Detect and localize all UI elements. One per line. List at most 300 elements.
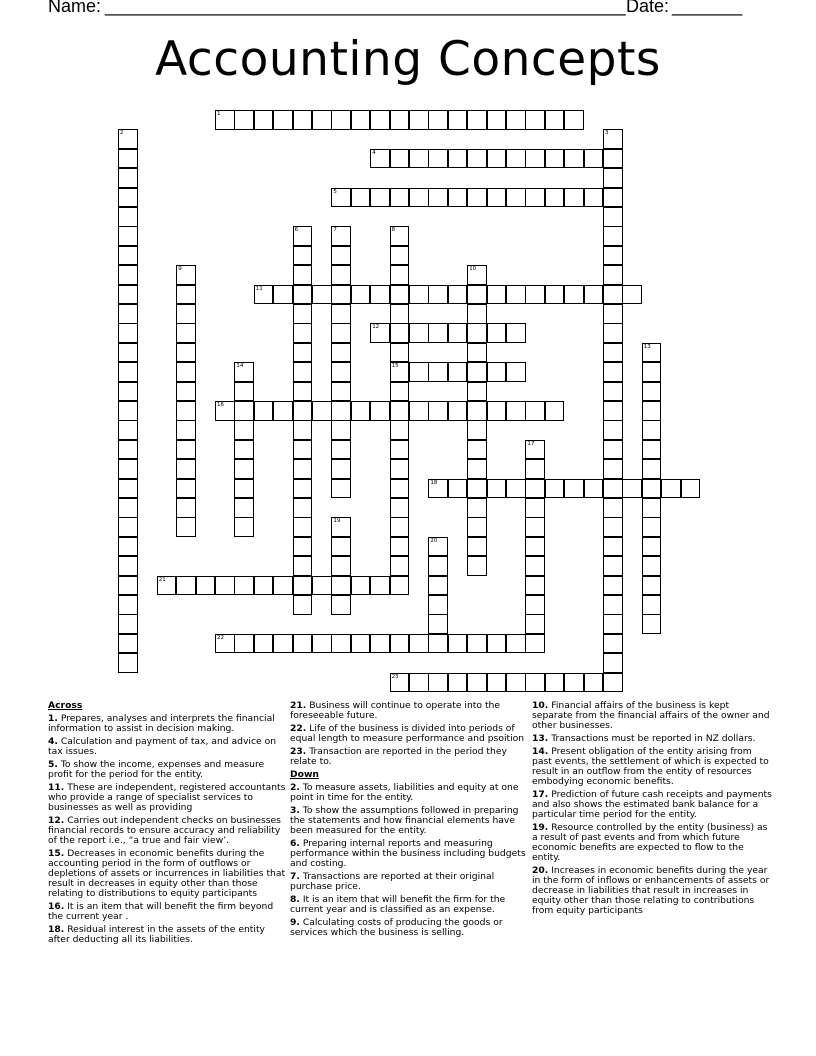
crossword-cell[interactable] [176,576,196,596]
crossword-cell[interactable] [525,459,545,479]
crossword-cell[interactable] [118,149,138,169]
crossword-cell[interactable] [428,614,448,634]
crossword-cell[interactable] [487,149,507,169]
crossword-cell[interactable] [196,576,216,596]
crossword-cell[interactable] [351,634,371,654]
crossword-cell[interactable] [390,556,410,576]
crossword-cell[interactable] [448,285,468,305]
crossword-cell[interactable] [467,517,487,537]
crossword-cell[interactable] [176,459,196,479]
crossword-cell[interactable] [506,188,526,208]
crossword-cell[interactable] [176,304,196,324]
crossword-cell[interactable] [390,459,410,479]
crossword-cell[interactable] [331,382,351,402]
crossword-cell[interactable] [603,576,623,596]
crossword-cell[interactable] [176,362,196,382]
crossword-cell[interactable] [118,246,138,266]
crossword-cell[interactable] [254,634,274,654]
crossword-cell[interactable] [564,188,584,208]
crossword-cell[interactable] [467,362,487,382]
crossword-cell[interactable] [603,168,623,188]
crossword-cell[interactable] [293,110,313,130]
crossword-cell[interactable] [118,556,138,576]
crossword-cell[interactable] [331,401,351,421]
crossword-cell[interactable] [390,246,410,266]
crossword-cell[interactable] [390,188,410,208]
crossword-cell[interactable] [467,420,487,440]
crossword-cell[interactable] [467,440,487,460]
crossword-cell[interactable] [603,207,623,227]
crossword-cell[interactable] [603,517,623,537]
crossword-cell[interactable] [390,343,410,363]
crossword-cell[interactable] [487,188,507,208]
crossword-cell[interactable] [467,479,487,499]
crossword-cell[interactable] [603,265,623,285]
crossword-cell[interactable] [428,595,448,615]
crossword-cell[interactable] [448,188,468,208]
crossword-cell[interactable] [390,401,410,421]
crossword-cell[interactable] [118,401,138,421]
crossword-cell[interactable] [118,207,138,227]
crossword-cell[interactable] [603,382,623,402]
crossword-cell[interactable] [409,401,429,421]
crossword-cell[interactable] [584,285,604,305]
crossword-cell[interactable] [467,634,487,654]
crossword-cell[interactable] [603,440,623,460]
crossword-cell[interactable] [428,576,448,596]
crossword-cell[interactable] [118,537,138,557]
crossword-cell[interactable] [118,595,138,615]
crossword-cell[interactable] [506,634,526,654]
crossword-cell[interactable] [467,537,487,557]
crossword-cell[interactable] [603,420,623,440]
crossword-cell[interactable] [467,285,487,305]
crossword-cell[interactable] [118,265,138,285]
crossword-cell[interactable] [642,362,662,382]
crossword-cell[interactable] [331,362,351,382]
crossword-cell[interactable] [506,323,526,343]
crossword-cell[interactable] [603,556,623,576]
crossword-cell[interactable] [234,110,254,130]
crossword-cell[interactable] [293,595,313,615]
crossword-cell[interactable] [603,653,623,673]
crossword-cell[interactable] [118,634,138,654]
crossword-cell[interactable] [390,226,410,246]
crossword-cell[interactable] [118,382,138,402]
crossword-cell[interactable] [273,401,293,421]
crossword-cell[interactable] [603,614,623,634]
crossword-cell[interactable] [467,498,487,518]
crossword-cell[interactable] [603,673,623,693]
crossword-cell[interactable] [487,323,507,343]
crossword-cell[interactable] [390,362,410,382]
crossword-cell[interactable] [487,479,507,499]
crossword-cell[interactable] [331,110,351,130]
crossword-cell[interactable] [467,459,487,479]
crossword-cell[interactable] [118,479,138,499]
crossword-cell[interactable] [293,556,313,576]
crossword-cell[interactable] [118,304,138,324]
crossword-cell[interactable] [603,304,623,324]
crossword-cell[interactable] [525,556,545,576]
crossword-cell[interactable] [428,673,448,693]
crossword-cell[interactable] [234,401,254,421]
crossword-cell[interactable] [467,401,487,421]
crossword-cell[interactable] [312,110,332,130]
crossword-cell[interactable] [525,498,545,518]
crossword-cell[interactable] [331,479,351,499]
crossword-cell[interactable] [176,498,196,518]
crossword-cell[interactable] [312,285,332,305]
crossword-cell[interactable] [331,459,351,479]
crossword-cell[interactable] [254,576,274,596]
crossword-cell[interactable] [506,479,526,499]
crossword-cell[interactable] [176,323,196,343]
crossword-cell[interactable] [293,382,313,402]
crossword-cell[interactable] [603,323,623,343]
crossword-cell[interactable] [487,634,507,654]
crossword-cell[interactable] [525,149,545,169]
crossword-cell[interactable] [390,304,410,324]
crossword-cell[interactable] [448,362,468,382]
crossword-cell[interactable] [642,479,662,499]
crossword-cell[interactable] [506,285,526,305]
crossword-cell[interactable] [409,149,429,169]
crossword-cell[interactable] [331,537,351,557]
crossword-cell[interactable] [642,401,662,421]
crossword-cell[interactable] [584,188,604,208]
crossword-cell[interactable] [409,362,429,382]
crossword-cell[interactable] [390,576,410,596]
crossword-cell[interactable] [545,149,565,169]
crossword-cell[interactable] [118,498,138,518]
crossword-cell[interactable] [370,401,390,421]
crossword-cell[interactable] [118,362,138,382]
crossword-cell[interactable] [525,517,545,537]
crossword-cell[interactable] [234,498,254,518]
crossword-cell[interactable] [390,285,410,305]
crossword-cell[interactable] [603,362,623,382]
crossword-cell[interactable] [215,634,235,654]
crossword-cell[interactable] [487,110,507,130]
crossword-cell[interactable] [409,634,429,654]
crossword-cell[interactable] [487,673,507,693]
crossword-cell[interactable] [118,168,138,188]
crossword-cell[interactable] [642,517,662,537]
crossword-cell[interactable] [603,459,623,479]
crossword-cell[interactable] [370,149,390,169]
crossword-cell[interactable] [603,634,623,654]
crossword-cell[interactable] [448,110,468,130]
crossword-cell[interactable] [293,537,313,557]
crossword-cell[interactable] [409,110,429,130]
crossword-cell[interactable] [273,634,293,654]
crossword-cell[interactable] [642,459,662,479]
crossword-cell[interactable] [234,479,254,499]
crossword-cell[interactable] [603,343,623,363]
crossword-cell[interactable] [370,576,390,596]
crossword-cell[interactable] [293,285,313,305]
crossword-cell[interactable] [467,304,487,324]
crossword-cell[interactable] [603,498,623,518]
crossword-cell[interactable] [661,479,681,499]
crossword-cell[interactable] [448,634,468,654]
crossword-cell[interactable] [370,634,390,654]
crossword-cell[interactable] [506,673,526,693]
crossword-cell[interactable] [506,149,526,169]
crossword-cell[interactable] [390,110,410,130]
crossword-cell[interactable] [234,517,254,537]
crossword-cell[interactable] [448,673,468,693]
crossword-cell[interactable] [293,265,313,285]
crossword-cell[interactable] [293,440,313,460]
crossword-cell[interactable] [118,188,138,208]
crossword-cell[interactable] [331,440,351,460]
crossword-cell[interactable] [642,420,662,440]
crossword-cell[interactable] [603,595,623,615]
crossword-cell[interactable] [293,323,313,343]
crossword-cell[interactable] [525,479,545,499]
crossword-cell[interactable] [390,149,410,169]
crossword-cell[interactable] [525,188,545,208]
crossword-cell[interactable] [390,673,410,693]
crossword-cell[interactable] [642,556,662,576]
crossword-cell[interactable] [293,498,313,518]
crossword-cell[interactable] [603,285,623,305]
crossword-cell[interactable] [331,343,351,363]
crossword-cell[interactable] [390,517,410,537]
crossword-cell[interactable] [234,420,254,440]
crossword-cell[interactable] [331,420,351,440]
date-field[interactable]: _______ [672,0,743,16]
crossword-cell[interactable] [467,382,487,402]
crossword-cell[interactable] [293,304,313,324]
crossword-cell[interactable] [176,382,196,402]
crossword-cell[interactable] [293,420,313,440]
crossword-cell[interactable] [467,556,487,576]
crossword-cell[interactable] [564,479,584,499]
crossword-cell[interactable] [448,479,468,499]
crossword-cell[interactable] [622,285,642,305]
crossword-cell[interactable] [428,479,448,499]
crossword-cell[interactable] [351,188,371,208]
crossword-cell[interactable] [564,285,584,305]
crossword-cell[interactable] [331,634,351,654]
crossword-cell[interactable] [428,556,448,576]
crossword-cell[interactable] [487,285,507,305]
crossword-cell[interactable] [331,265,351,285]
crossword-cell[interactable] [293,634,313,654]
crossword-cell[interactable] [176,479,196,499]
crossword-cell[interactable] [273,285,293,305]
crossword-cell[interactable] [584,149,604,169]
crossword-cell[interactable] [118,226,138,246]
crossword-cell[interactable] [409,673,429,693]
crossword-cell[interactable] [118,653,138,673]
crossword-cell[interactable] [428,323,448,343]
crossword-cell[interactable] [331,517,351,537]
crossword-cell[interactable] [351,401,371,421]
crossword-cell[interactable] [331,246,351,266]
crossword-cell[interactable] [525,673,545,693]
crossword-cell[interactable] [176,420,196,440]
crossword-cell[interactable] [331,576,351,596]
crossword-cell[interactable] [118,440,138,460]
crossword-cell[interactable] [293,343,313,363]
crossword-cell[interactable] [331,595,351,615]
crossword-cell[interactable] [293,246,313,266]
crossword-cell[interactable] [118,517,138,537]
crossword-cell[interactable] [390,382,410,402]
crossword-cell[interactable] [331,188,351,208]
crossword-cell[interactable] [603,149,623,169]
crossword-cell[interactable] [467,188,487,208]
crossword-cell[interactable] [390,479,410,499]
crossword-cell[interactable] [351,110,371,130]
crossword-cell[interactable] [545,673,565,693]
crossword-cell[interactable] [293,362,313,382]
crossword-cell[interactable] [293,517,313,537]
crossword-cell[interactable] [409,188,429,208]
crossword-cell[interactable] [448,323,468,343]
crossword-cell[interactable] [215,110,235,130]
crossword-cell[interactable] [428,285,448,305]
crossword-cell[interactable] [603,129,623,149]
crossword-cell[interactable] [215,576,235,596]
crossword-cell[interactable] [293,576,313,596]
crossword-cell[interactable] [254,110,274,130]
crossword-cell[interactable] [331,285,351,305]
crossword-cell[interactable] [331,323,351,343]
crossword-cell[interactable] [642,343,662,363]
crossword-cell[interactable] [525,537,545,557]
crossword-cell[interactable] [584,673,604,693]
crossword-cell[interactable] [176,517,196,537]
crossword-cell[interactable] [545,285,565,305]
crossword-cell[interactable] [293,459,313,479]
crossword-cell[interactable] [525,614,545,634]
crossword-cell[interactable] [428,537,448,557]
crossword-cell[interactable] [118,129,138,149]
crossword-cell[interactable] [176,265,196,285]
crossword-cell[interactable] [176,401,196,421]
crossword-cell[interactable] [448,149,468,169]
crossword-cell[interactable] [234,440,254,460]
crossword-cell[interactable] [642,537,662,557]
crossword-cell[interactable] [312,576,332,596]
crossword-cell[interactable] [118,323,138,343]
crossword-cell[interactable] [428,362,448,382]
crossword-cell[interactable] [273,576,293,596]
crossword-cell[interactable] [525,595,545,615]
crossword-cell[interactable] [467,673,487,693]
crossword-cell[interactable] [642,440,662,460]
crossword-cell[interactable] [215,401,235,421]
crossword-cell[interactable] [370,323,390,343]
crossword-cell[interactable] [176,285,196,305]
crossword-cell[interactable] [273,110,293,130]
crossword-cell[interactable] [603,479,623,499]
crossword-cell[interactable] [118,420,138,440]
crossword-cell[interactable] [525,110,545,130]
crossword-cell[interactable] [525,634,545,654]
crossword-cell[interactable] [525,576,545,596]
crossword-cell[interactable] [390,537,410,557]
crossword-cell[interactable] [545,401,565,421]
crossword-cell[interactable] [293,401,313,421]
crossword-cell[interactable] [603,226,623,246]
crossword-cell[interactable] [467,149,487,169]
crossword-cell[interactable] [467,343,487,363]
crossword-cell[interactable] [293,226,313,246]
crossword-cell[interactable] [545,110,565,130]
crossword-cell[interactable] [234,362,254,382]
crossword-cell[interactable] [118,285,138,305]
crossword-cell[interactable] [176,440,196,460]
crossword-cell[interactable] [525,401,545,421]
crossword-cell[interactable] [428,634,448,654]
crossword-cell[interactable] [428,401,448,421]
crossword-cell[interactable] [564,673,584,693]
crossword-cell[interactable] [157,576,177,596]
crossword-cell[interactable] [467,265,487,285]
crossword-cell[interactable] [409,285,429,305]
crossword-cell[interactable] [642,614,662,634]
crossword-cell[interactable] [370,285,390,305]
crossword-cell[interactable] [642,595,662,615]
crossword-cell[interactable] [331,556,351,576]
crossword-cell[interactable] [118,343,138,363]
crossword-cell[interactable] [603,246,623,266]
crossword-cell[interactable] [176,343,196,363]
crossword-cell[interactable] [370,188,390,208]
name-field[interactable]: ____________________________________________________ [105,0,626,16]
crossword-cell[interactable] [428,188,448,208]
crossword-cell[interactable] [622,479,642,499]
crossword-cell[interactable] [234,459,254,479]
crossword-cell[interactable] [118,459,138,479]
crossword-cell[interactable] [390,440,410,460]
crossword-cell[interactable] [603,537,623,557]
crossword-cell[interactable] [331,304,351,324]
crossword-cell[interactable] [448,401,468,421]
crossword-cell[interactable] [642,382,662,402]
crossword-cell[interactable] [603,401,623,421]
crossword-cell[interactable] [312,401,332,421]
crossword-cell[interactable] [234,634,254,654]
crossword-cell[interactable] [506,401,526,421]
crossword-cell[interactable] [584,479,604,499]
crossword-cell[interactable] [351,285,371,305]
crossword-cell[interactable] [254,401,274,421]
crossword-cell[interactable] [545,479,565,499]
crossword-cell[interactable] [331,226,351,246]
crossword-cell[interactable] [351,576,371,596]
crossword-cell[interactable] [525,285,545,305]
crossword-cell[interactable] [390,265,410,285]
crossword-cell[interactable] [390,634,410,654]
crossword-cell[interactable] [642,576,662,596]
crossword-cell[interactable] [564,149,584,169]
crossword-cell[interactable] [370,110,390,130]
crossword-cell[interactable] [467,110,487,130]
crossword-cell[interactable] [564,110,584,130]
crossword-cell[interactable] [234,576,254,596]
crossword-cell[interactable] [487,401,507,421]
crossword-cell[interactable] [234,382,254,402]
crossword-cell[interactable] [506,362,526,382]
crossword-cell[interactable] [545,188,565,208]
